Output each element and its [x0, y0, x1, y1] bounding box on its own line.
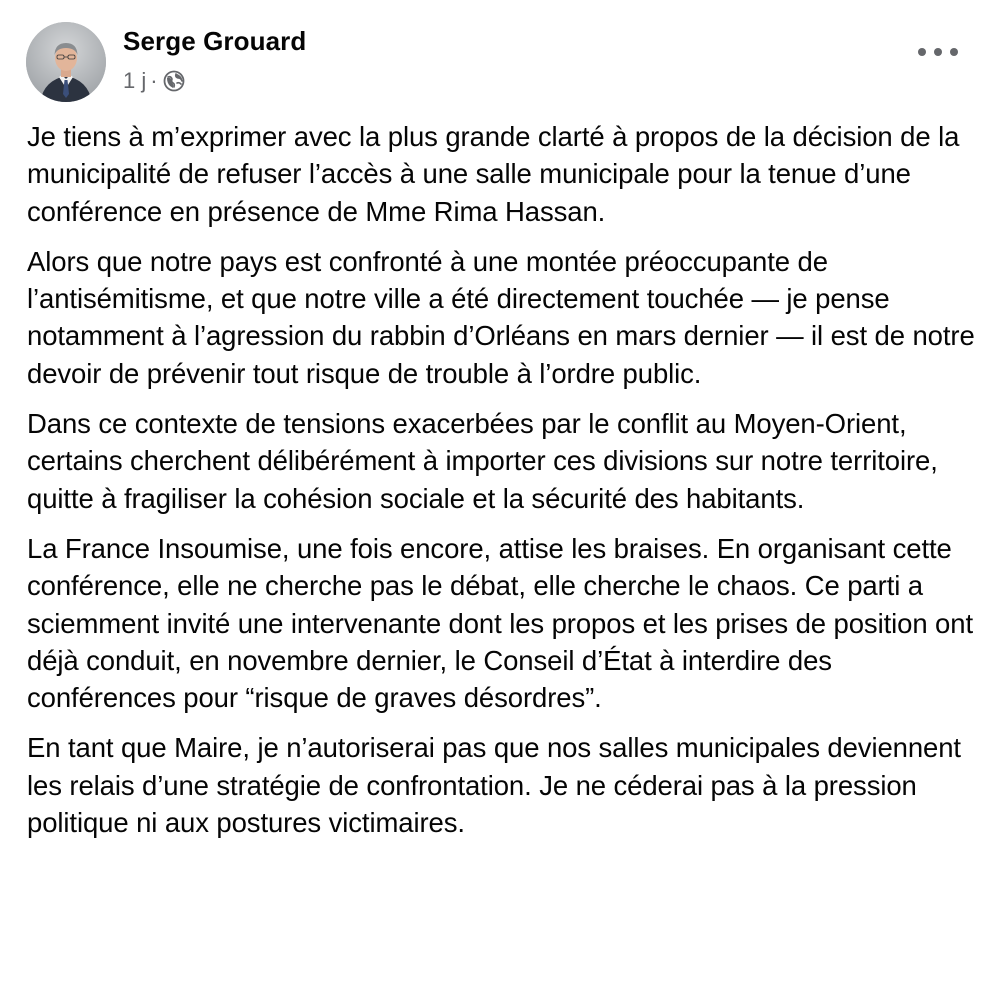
more-options-button[interactable] [918, 44, 958, 60]
paragraph: Dans ce contexte de tensions exacerbées par le conflit au Moyen-Orient, certains cherchent délibérément à importer ces divisions sur notre territoire, quitte à fragiliser la cohésion sociale et la sécurité des habitants. [27, 408, 938, 514]
paragraph: Alors que notre pays est confronté à une montée préoccupante de l’antisémitisme, et que notre ville a été directement touchée — je pense notamment à l’agression du rabbin d’Orléans en mars dernier — il est de notre devoir de prévenir tout risque de trouble à l’ordre public. [27, 245, 975, 389]
paragraph: En tant que Maire, je n’autoriserai pas que nos salles municipales deviennent les relais d’une stratégie de confrontation. Je ne céderai pas à la pression politique ni aux postures victimaires. [27, 732, 961, 839]
post-meta [123, 68, 185, 94]
author-name[interactable]: Serge Grouard [123, 26, 307, 56]
timestamp[interactable]: 1 j [123, 68, 147, 93]
author-avatar[interactable] [26, 22, 106, 102]
more-dot-icon [934, 48, 942, 56]
globe-icon[interactable] [163, 70, 185, 92]
post-body [27, 118, 977, 854]
post-header [26, 22, 976, 102]
paragraph: La France Insoumise, une fois encore, attise les braises. En organisant cette conférence, elle ne cherche pas le débat, elle cherche le chaos. Ce parti a sciemment invité une intervenante dont les propos et les prises de position ont déjà conduit, en novembre dernier, le Conseil d’État à interdire des conférences pour “risque de graves désordres”. [27, 532, 973, 714]
meta-separator: · [150, 68, 158, 93]
profile-photo [26, 22, 106, 102]
more-dot-icon [950, 48, 958, 56]
more-dot-icon [918, 48, 926, 56]
paragraph: Je tiens à m’exprimer avec la plus grande clarté à propos de la décision de la municipalité de refuser l’accès à une salle municipale pour la tenue d’une conférence en présence de Mme Rima Hassan. [27, 121, 960, 227]
